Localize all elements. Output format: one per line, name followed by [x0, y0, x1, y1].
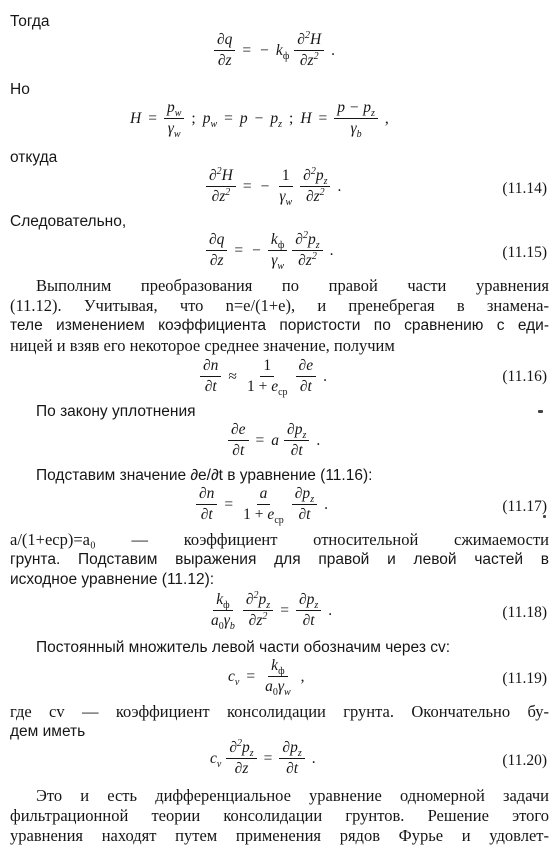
fraction: $\frac{p_w}{\gamma_w}$: [164, 100, 184, 138]
text-paragraph: ницей и взяв его некоторое среднее значение, получим: [10, 336, 395, 355]
text-paragraph: Постоянный множитель левой части обозначим через cv:: [36, 639, 451, 656]
fraction: $\frac{\partial p_z}{\partial t}$: [279, 740, 304, 778]
fraction: $\frac{\partial^2p_z}{\partial z^2}$: [292, 232, 322, 270]
fraction: $\frac{\partial q}{\partial z}$: [214, 32, 235, 70]
fraction: $\frac{\partial p_z}{\partial t}$: [284, 422, 309, 460]
fraction: $\frac{\partial q}{\partial z}$: [206, 232, 227, 270]
fraction: $\frac{\partial e}{\partial t}$: [228, 422, 249, 460]
formula-11-17: $\frac{\partial n}{\partial t}$ = $\frac{a}{1 + e_{ср}}$ $\frac{\partial p_z}{\partial t}$ .: [196, 486, 330, 524]
equation-number: (11.17): [502, 498, 547, 515]
fraction: $\frac{1}{1 + e_{ср}}$: [246, 357, 288, 399]
formula-11-15: $\frac{\partial q}{\partial z}$ = − $\frac{k_ф}{\gamma_w}$ $\frac{\partial^2p_z}{\partial z^2}$ .: [206, 232, 336, 270]
text-otkuda: откуда: [10, 149, 58, 166]
text-paragraph: (11.12). Учитывая, что n=e/(1+e), и пренебрегая в знамена-: [10, 296, 549, 315]
scan-mark: [543, 515, 546, 518]
fraction: $\frac{\partial^2H}{\partial z^2}$: [294, 32, 324, 70]
fraction: $\frac{k_ф}{a_0\gamma_b}$: [211, 591, 235, 633]
text-paragraph: исходное уравнение (11.12):: [10, 571, 215, 588]
scan-mark: [538, 410, 543, 413]
formula-dq-dz: $\frac{\partial q}{\partial z}$ = − $k_ф$ $\frac{\partial^2H}{\partial z^2}$ .: [214, 32, 337, 70]
text-sledovatelno: Следовательно,: [10, 213, 127, 230]
text-paragraph: Выполним преобразования по правой части уравнения: [36, 276, 549, 295]
fraction: $\frac{1}{\gamma_w}$: [279, 167, 293, 209]
formula-compaction: $\frac{\partial e}{\partial t}$ = a $\frac{\partial p_z}{\partial t}$ .: [228, 422, 322, 460]
fraction: $\frac{\partial^2p_z}{\partial z}$: [226, 740, 256, 778]
formula-11-18: $\frac{k_ф}{a_0\gamma_b}$ $\frac{\partial^2p_z}{\partial z^2}$ = $\frac{\partial p_z}{\partial t}$ .: [208, 592, 334, 630]
fraction: $\frac{\partial p_z}{\partial t}$: [292, 486, 317, 524]
equation-number: (11.15): [502, 244, 547, 261]
equation-number: (11.18): [502, 604, 547, 621]
fraction: $\frac{\partial p_z}{\partial t}$: [296, 592, 321, 630]
fraction: $\frac{\partial^2H}{\partial z^2}$: [206, 168, 236, 206]
fraction: $\frac{\partial n}{\partial t}$: [200, 358, 221, 396]
equation-number: (11.19): [502, 670, 547, 687]
fraction: $\frac{\partial n}{\partial t}$: [196, 486, 217, 524]
formula-11-16: $\frac{\partial n}{\partial t}$ ≈ $\frac{1}{1 + e_{ср}}$ $\frac{\partial e}{\partial t}$ .: [200, 358, 329, 396]
fraction: $\frac{p - p_z}{\gamma_b}$: [334, 100, 378, 138]
text-togda: Тогда: [10, 13, 50, 30]
text-paragraph: дем иметь: [10, 723, 86, 740]
fraction: $\frac{\partial^2p_z}{\partial z^2}$: [243, 592, 273, 630]
text-paragraph: грунта. Подставим выражения для правой и левой частей в: [10, 551, 549, 568]
formula-11-14: $\frac{\partial^2H}{\partial z^2}$ = − $\frac{1}{\gamma_w}$ $\frac{\partial^2p_z}{\partial z^2}$ .: [206, 168, 343, 206]
text-paragraph: a/(1+eср)=a₀ — коэффициент относительной сжимаемости: [10, 530, 549, 549]
fraction: $\frac{\partial^2p_z}{\partial z^2}$: [300, 168, 330, 206]
equation-number: (11.14): [502, 180, 547, 197]
text-paragraph: теле изменением коэффициента пористости по сравнению с еди-: [10, 317, 549, 334]
formula-11-20: $c_v$ $\frac{\partial^2p_z}{\partial z}$ = $\frac{\partial p_z}{\partial t}$ .: [210, 737, 316, 778]
text-no: Но: [10, 81, 30, 98]
formula-head: H = $\frac{p_w}{\gamma_w}$ ; $p_w$ = p − $p_z$ ; H = $\frac{p - p_z}{\gamma_b}$ ,: [130, 99, 389, 141]
fraction: $\frac{k_ф}{\gamma_w}$: [268, 232, 287, 270]
fraction: $\frac{k_ф}{a_0\gamma_w}$: [265, 657, 291, 699]
text-paragraph: фильтрационной теории консолидации грунтов. Решение этого: [10, 806, 549, 825]
text-paragraph: По закону уплотнения: [36, 403, 196, 420]
formula-11-19: $c_v$ = $\frac{k_ф}{a_0\gamma_w}$ ,: [228, 657, 305, 699]
text-paragraph: Это и есть дифференциальное уравнение одномерной задачи: [36, 786, 549, 805]
text-paragraph: Подставим значение ∂e/∂t в уравнение (11.16):: [36, 467, 373, 484]
fraction: $\frac{\partial e}{\partial t}$: [296, 358, 317, 396]
text-paragraph: где cv — коэффициент консолидации грунта. Окончательно бу-: [10, 702, 549, 721]
equation-number: (11.16): [502, 368, 547, 385]
text-paragraph: уравнения находят путем применения рядов Фурье и удовлет-: [10, 826, 549, 845]
fraction: $\frac{a}{1 + e_{ср}}$: [243, 485, 284, 527]
equation-number: (11.20): [502, 752, 547, 769]
